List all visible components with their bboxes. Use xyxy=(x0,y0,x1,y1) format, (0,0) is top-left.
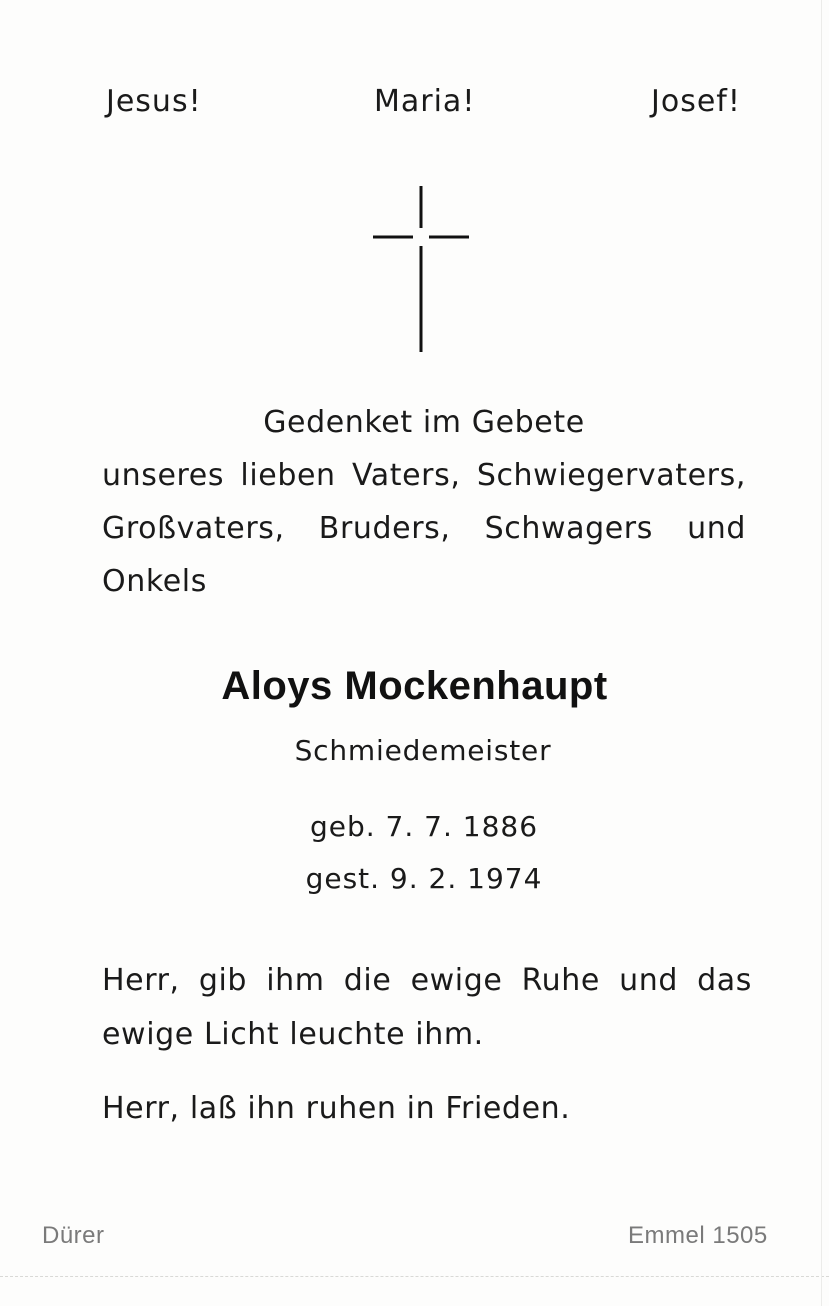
verse-word: Ruhe xyxy=(521,963,600,998)
prayer-text xyxy=(102,396,746,608)
verse-word: ihm xyxy=(266,963,325,998)
verse-line-3: Herr, laß ihn ruhen in Frieden. xyxy=(102,1091,571,1126)
prayer-word: Vaters, xyxy=(351,458,461,493)
footer-print-number: Emmel 1505 xyxy=(628,1222,768,1249)
card-edge-right xyxy=(821,0,823,1306)
verse-word: gib xyxy=(198,963,248,998)
prayer-line-1: Gedenket im Gebete xyxy=(263,405,585,440)
verse-word: Herr, xyxy=(102,963,180,998)
prayer-word: Großvaters, xyxy=(102,511,285,546)
card-edge-bottom xyxy=(0,1276,829,1278)
death-date: gest. 9. 2. 1974 xyxy=(305,862,543,895)
holy-names-row xyxy=(0,84,829,124)
verse-word: die xyxy=(343,963,392,998)
verse-line-1 xyxy=(102,954,752,1008)
birth-date: geb. 7. 7. 1886 xyxy=(309,810,539,843)
deceased-name: Aloys Mockenhaupt xyxy=(221,664,608,708)
verse-word: ewige xyxy=(410,963,503,998)
prayer-word: Bruders, xyxy=(318,511,451,546)
name-jesus: Jesus! xyxy=(106,84,202,119)
verse-line-2: ewige Licht leuchte ihm. xyxy=(102,1017,484,1052)
deceased-profession: Schmiedemeister xyxy=(294,734,552,767)
name-josef: Josef! xyxy=(651,84,741,119)
prayer-line-3 xyxy=(102,502,746,555)
prayer-word: Schwagers xyxy=(484,511,653,546)
verse-eternal-rest xyxy=(102,954,752,1062)
cross-icon xyxy=(373,186,469,352)
prayer-line-2 xyxy=(102,449,746,502)
verse-word: das xyxy=(697,963,752,998)
prayer-word: unseres xyxy=(102,458,225,493)
verse-word: und xyxy=(619,963,678,998)
verse-rest-in-peace xyxy=(102,1082,752,1136)
name-maria: Maria! xyxy=(374,84,476,119)
prayer-word: lieben xyxy=(240,458,336,493)
footer-artist: Dürer xyxy=(42,1222,105,1249)
prayer-word: und xyxy=(687,511,746,546)
prayer-word: Schwiegervaters, xyxy=(476,458,746,493)
prayer-line-4: Onkels xyxy=(102,564,207,599)
